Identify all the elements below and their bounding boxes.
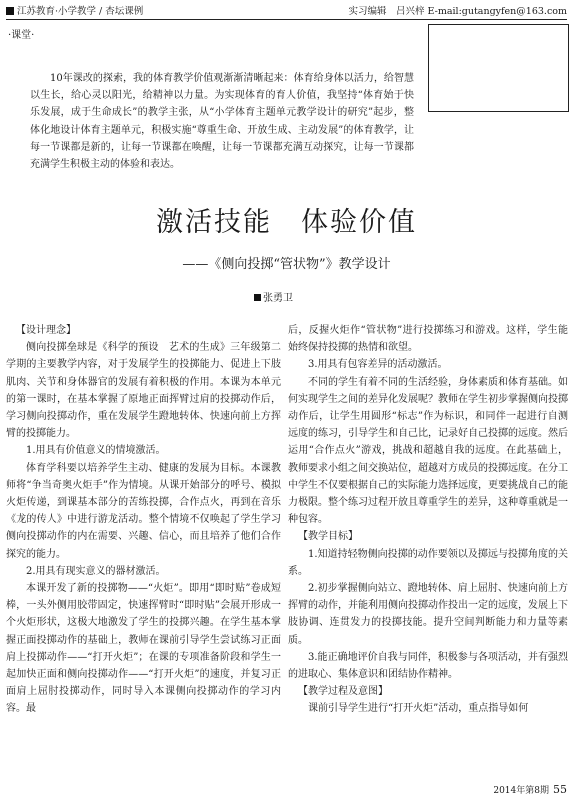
section-tag: ·课堂· bbox=[8, 30, 35, 41]
journal-name: 江苏教育·小学教学 / 杏坛课例 bbox=[6, 4, 143, 19]
article-subtitle: ——《侧向投掷“管状物”》教学设计 bbox=[182, 257, 391, 272]
section-heading: 【教学过程及意图】 bbox=[298, 686, 388, 698]
body-paragraph: 1.知道持轻物侧向投掷的动作要领以及掷远与投掷角度的关系。 bbox=[288, 548, 568, 577]
right-column bbox=[288, 322, 568, 718]
author-line bbox=[254, 292, 293, 306]
section-heading: 【教学目标】 bbox=[298, 531, 358, 543]
square-bullet-icon bbox=[6, 7, 14, 15]
intro-paragraph: 10年课改的探索，我的体育教学价值观渐渐清晰起来：体育给身体以活力，给智慧以生长，给心灵以阳光，给精神以力量。为实现体育的育人价值，我坚持“体育始于快乐发展，成于生命成长”的教学主张，从“小学体育主题单元教学设计的研究”起步，整体化地设计体育主题单元，积极实施“尊重生命、开放生成、主动发展”的体育教学，让每一节课都是新的，让每一节课都在唤醒，让每一节课都充满互动探究，让每一节课都充满学生积极主动的体验和表达。 bbox=[30, 73, 414, 171]
body-paragraph: 本课开发了新的投掷物——“火炬”。即用“即时贴”卷成短棒，一头外侧用胶带固定，快速挥臂时“即时贴”会展开形成一个火炬形状，这极大地激发了学生的投掷兴趣。在学生基本掌握正面投掷动作的基础上，教师在课前引导学生尝试练习正面肩上投掷动作——“打开火炬”；在课的专项准备阶段和学生一起加快正面和侧向投掷动作——“打开火炬”的速度，并复习正面肩上屈肘投掷动作，同时导入本课侧向投掷动作的学习内容。最 bbox=[6, 583, 281, 715]
body-paragraph: 后，反握火炬作“管状物”进行投掷练习和游戏。这样，学生能始终保持投掷的热情和欲望。 bbox=[288, 325, 568, 354]
section-heading: 【设计理念】 bbox=[16, 325, 76, 336]
running-header bbox=[6, 4, 567, 20]
body-paragraph: 侧向投掷垒球是《科学的预设 艺术的生成》三年级第二学期的主要教学内容，对于发展学生的投掷能力、促进上下肢肌肉、关节和身体器官的发展有着积极的作用。本课为本单元的第一课时，在基本掌握了原地正面挥臂过肩的投掷动作后，学习侧向投掷动作，重在发展学生蹬地转体、快速向前上方挥臂的投掷能力。 bbox=[6, 342, 281, 440]
left-column bbox=[6, 322, 281, 718]
body-paragraph: 1.用具有价值意义的情境激活。 bbox=[26, 445, 166, 457]
issue-label: 2014年第8期 bbox=[493, 786, 549, 796]
editor-contact: 实习编辑 吕兴梓 E-mail:gutangyfen@163.com bbox=[348, 6, 567, 17]
body-paragraph: 课前引导学生进行“打开火炬”活动，重点指导如何 bbox=[308, 703, 529, 715]
page-footer bbox=[493, 784, 567, 797]
body-paragraph: 体育学科要以培养学生主动、健康的发展为目标。本课教师将“争当奇奥火炬手”作为情境。从课开始部分的呼号、模拟火炬传递，到课基本部分的苦练投掷，合作点火，再到在音乐《龙的传人》中进行游龙活动。整个情境不仅唤起了学生学习侧向投掷动作的内在需要、兴趣、信心，而且培养了他们合作探究的能力。 bbox=[6, 462, 281, 560]
article-title: 激活技能 体验价值 bbox=[156, 207, 417, 238]
square-bullet-icon bbox=[254, 294, 261, 301]
image-placeholder-frame bbox=[428, 24, 569, 112]
body-paragraph: 2.用具有现实意义的器材激活。 bbox=[26, 565, 166, 577]
author-name: 张勇卫 bbox=[263, 293, 293, 304]
body-paragraph: 2.初步掌握侧向站立、蹬地转体、肩上屈肘、快速向前上方挥臂的动作，并能利用侧向投掷动作投出一定的远度，发展上下肢协调、连贯发力的投掷技能。提升空间判断能力和力量等素质。 bbox=[288, 583, 568, 646]
body-paragraph: 3.用具有包容差异的活动激活。 bbox=[308, 359, 448, 371]
body-paragraph: 3.能正确地评价自我与同伴，积极参与各项活动，并有强烈的进取心、集体意识和团结协作精神。 bbox=[288, 651, 568, 681]
page-number: 55 bbox=[553, 783, 567, 796]
body-paragraph: 不同的学生有着不同的生活经验，身体素质和体育基础。如何实现学生之间的差异化发展呢？教师在学生初步掌握侧向投掷动作后，让学生用圆形“标志”作为标识，和同伴一起进行自测远度的练习，引导学生和自己比，记录好自己投掷的远度。然后运用“合作点火”游戏，挑战和超越自我的远度。在此基础上，教师要求小组之间交换站位，超越对方成员的投掷远度。在分工中学生不仅要根据自己的实际能力选择远度，更要挑战自己的能力极限。整个练习过程开放且尊重学生的差异，这种尊重就是一种包容。 bbox=[288, 376, 568, 526]
